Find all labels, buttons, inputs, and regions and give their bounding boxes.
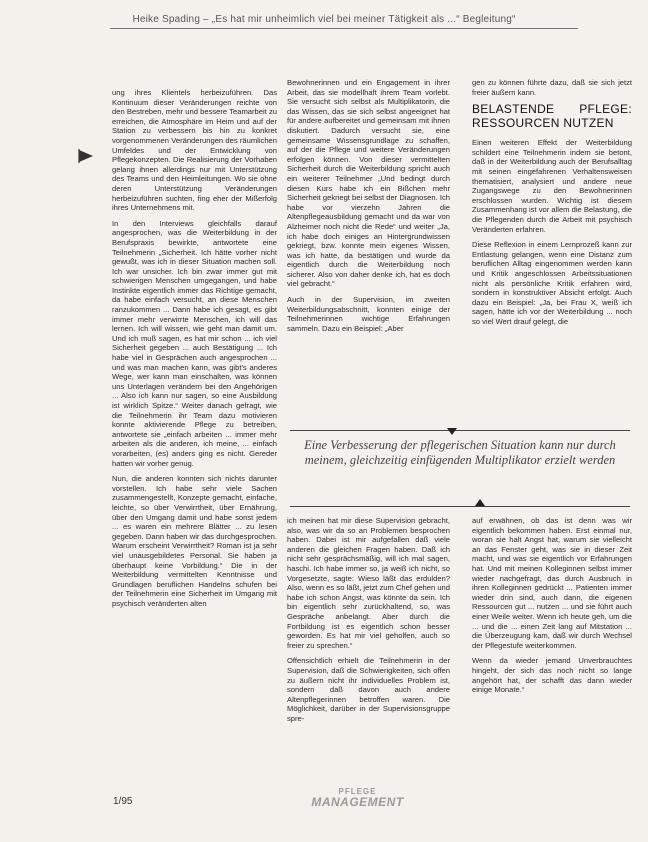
column-middle-bottom <box>287 516 450 729</box>
paragraph: Diese Reflexion in einem Lernprozeß kann zur Entlastung gelangen, wenn eine Distanz zum beruflichen Alltag eingenommen werden kann und Kritik angeschlossen Arbeitssituationen nicht als persönliche Kritik erfahren wird, sondern in konstruktiver Absicht erfolgt. Auch dazu ein Beispiel: „Ja, bei Frau X, weiß ich sagen, hätte ich vor der Weiterbildung ... noch so viel Wert drauf gelegt, die <box>472 240 632 326</box>
pull-quote <box>290 428 630 508</box>
header-rule <box>110 28 578 29</box>
publication-logo <box>300 787 415 817</box>
quote-rule-top <box>290 430 630 431</box>
column-middle-top <box>287 78 450 339</box>
triangle-up-icon <box>475 499 485 506</box>
column-left <box>112 88 277 614</box>
section-heading: BELASTENDE PFLEGE: RESSOURCEN NUTZEN <box>472 102 632 130</box>
pennant-icon <box>78 148 94 164</box>
paragraph: Offensichtlich erhielt die Teilnehmerin in der Supervision, daß die Schwierigkeiten, sich offen zu äußern nicht ihr individuelles Problem ist, sondern daß davon auch andere Altenpflegerinnen betroffen waren. Die Möglichkeit, darüber in der Supervisionsgruppe spre- <box>287 656 450 723</box>
logo-top-text: PFLEGE <box>338 787 377 796</box>
paragraph: In den Interviews gleichfalls darauf angesprochen, was die Weiterbildung in der Berufspraxis bewirkte, antwortete eine Teilnehmerin „Sicherheit. Ich hätte vorher nicht gewußt, was ich in dieser Situation machen soll. Ich war unsicher. Ich bin zwar immer gut mit schwierigen Menschen umgegangen, und habe Instinkte eigentlich immer das Richtige gemacht, da habe einfach versucht, an diese Menschen ranzukommen ... Dann habe ich gesagt, es gibt immer mehr verwirrte Menschen, ich will das lernen. Ich will wissen, wie geht man damit um. Und ich muß sagen, es hat mir schon ... ich viel Sicherheit gegeben ... auch Bestätigung ... Ich habe viel in Gesprächen auch angesprochen ... und was man machen kann, was gibt's anderes Wege, wer kann man einschalten, was können uns Unterlagen verändern bei den Angehörigen ... Also ich kann nur sagen, so eine Ausbildung ist wirklich Spitze.“ Weiter danach gefragt, wie die Teilnehmerin ihr Team dazu motivieren konnte aktivierende Pflege zu betreiben, antwortete sie „einfach arbeiten ... immer mehr arbeiten als die anderen, ich meine, ... einfach vorarbeiten, (es) anders ging es nicht. Gereder hatten wir vorher genug. <box>112 218 277 468</box>
paragraph: Einen weiteren Effekt der Weiterbildung schildert eine Teilnehmerin indem sie betont, daß in der Weiterbildung auch der Berufsalltag mit seinen eingefahrenen Verhaltensweisen thematisiert, analysiert und andere neue Zugangswege zu den Bewohnerinnen erschlossen wurden. Wichtig ist diesem Zusammenhang ist vor allem die Belastung, die die Pflegenden durch die Arbeit mit psychisch Veränderten erfahren. <box>472 138 632 234</box>
running-header <box>0 14 648 25</box>
paragraph: Nun, die anderen konnten sich nichts darunter vorstellen. Ich habe sehr viele Sachen zusammengestellt, Konzepte gemacht, einfache, leichte, so über Verwirrtheit, über Ernährung, über den Umgang damit und habe sonst jedem ... es waren ein mehrere Blätter ... zu lesen gegeben. Dann haben wir das durchgesprochen. Warum erscheint Verwirrtheit? Roman ist ja sehr viel unausgebildetes Personal. Sie haben ja überhaupt keine Vorbildung.“ Die in der Weiterbildung vermittelten Kenntnisse und Grundlagen beruflichen Handelns schufen bei der Teilnehmerin eine Sicherheit im Umgang mit psychisch veränderten alten <box>112 474 277 608</box>
paragraph: ung ihres Klientels herbeizuführen. Das Kontinuum dieser Veränderungen reichte von den Bestreben, mehr und bessere Teamarbeit zu erreichen, die Atmosphäre im Heim und auf der Station zu verbessern bis hin zu konkret vorgenommenen Veränderungen des räumlichen Umfeldes und der Entwicklung von Pflegekonzepten. Die Realisierung der Vorhaben gelang ihnen allerdings nur mit Unterstützung des Teams und den Heimleitungen. Wo sie ohne deren Unterstützung Veränderungen herbeizuführen suchten, fing eher der Mißerfolg ihres Unternehmens mit. <box>112 88 277 213</box>
paragraph: gen zu können führte dazu, daß sie sich jetzt freier äußern kann. <box>472 78 632 97</box>
quote-rule-bottom <box>290 506 630 507</box>
paragraph: Auch in der Supervision, im zweiten Weiterbildungsabschnitt, konnten einige der Teilnehmerinnen wichtige Erfahrungen sammeln. Dazu ein Beispiel: „Aber <box>287 295 450 333</box>
column-right-top <box>472 78 632 332</box>
paragraph: auf erwähnen, ob das ist denn was wir eigentlich bekommen haben. Erst einmal nur, woran sie halt Angst hat, warum sie vielleicht an das Fenster geht, was sie in dieser Zeit macht, und was sie eigentlich vor Erfahrungen hat. Und mit meinen Kolleginnen selbst immer wieder nachgefragt, das durch Ausbruch in ihren Kolleginnen gedrückt ... Patienten immer wieder drin sind, auch dann, die eigenen Ressourcen gut ... nutzen ... und sie führt auch einer Weile weiter. Wenn ich heute geh, um die ... und die ... einen Zeit lang auf Mitstation ... die Überzeugung kam, daß wir durch Wechsel der Pflegestufe weiterkommen. <box>472 516 632 650</box>
paragraph: ich meinen hat mir diese Supervision gebracht, also, was wir da so an Problemen besprochen haben. Dabei ist mir aufgefallen daß viele anderen die gleichen Fragen haben. Daß ich nicht sehr gesprächsmäßig, will ich mal sagen, haschi. Ich habe immer so, ja weiß ich nicht, so Vorgesetzte, sagte: Wieso läßt das erdulden? Also, wenn es so läßt, jetzt zum Chef gehen und habe ich schon Angst, was könnte da sein. Ich bin eigentlich sehr zurückhaltend, so, was Gespräche anbelangt. Aber durch die Fortbildung ist es eigentlich schon besser geworden. Es hat mir viel geholfen, auch so freier zu sprechen.“ <box>287 516 450 650</box>
column-right-bottom <box>472 516 632 701</box>
logo-bottom-text: MANAGEMENT <box>311 795 404 809</box>
pull-quote-text: Eine Verbesserung der pflegerischen Situation kann nur durch meinem, gleichzeitig einfügenden Multiplikator erzielt werden <box>304 438 616 467</box>
triangle-down-icon <box>447 428 457 435</box>
header-text: Heike Spading – „Es hat mir unheimlich viel bei meiner Tätigkeit als ...“ Begleitung“ <box>132 14 516 25</box>
page-number: 1/95 <box>113 796 133 807</box>
paragraph: Bewohnerinnen und ein Engagement in ihrer Arbeit, das sie modellhaft ihrem Team vorlebt. Sie versucht sich selbst als Multiplikatorin, die das Wissen, das sie sich selbst angeeignet hat für andere aufbereitet und gemeinsam mit ihnen diskutiert. Dadurch versucht sie, eine gemeinsame Wissensgrundlage zu schaffen, auf der die Pflege und weitere Veränderungen erfolgen können. Von dieser vermittelten Sicherheit durch die Weiterbildung spricht auch ein weiterer Teilnehmer „Und bedingt durch diesen Kurs habe ich ein Bißchen mehr Sicherheit gekriegt bei selbst der Diagnosen. Ich habe vor vierzehn Jahren die Altenpflegeausbildung gemacht und da war von Alzheimer noch nicht die Rede“ und weiter „Ja, ich habe doch einiges an Hintergrundwissen gekriegt, bzw. konnte mein eigenes Wissen, was ich hatte, da bestätigen und wurde da eigentlich durch die Weiterbildung noch sicherer. Also von daher denke ich, hat es doch viel gebracht.“ <box>287 78 450 289</box>
paragraph: Wenn da wieder jemand Unverbrauchtes hingeht, der sich das noch nicht so lange angehört hat, der schafft das dann wieder einige Monate.“ <box>472 656 632 695</box>
